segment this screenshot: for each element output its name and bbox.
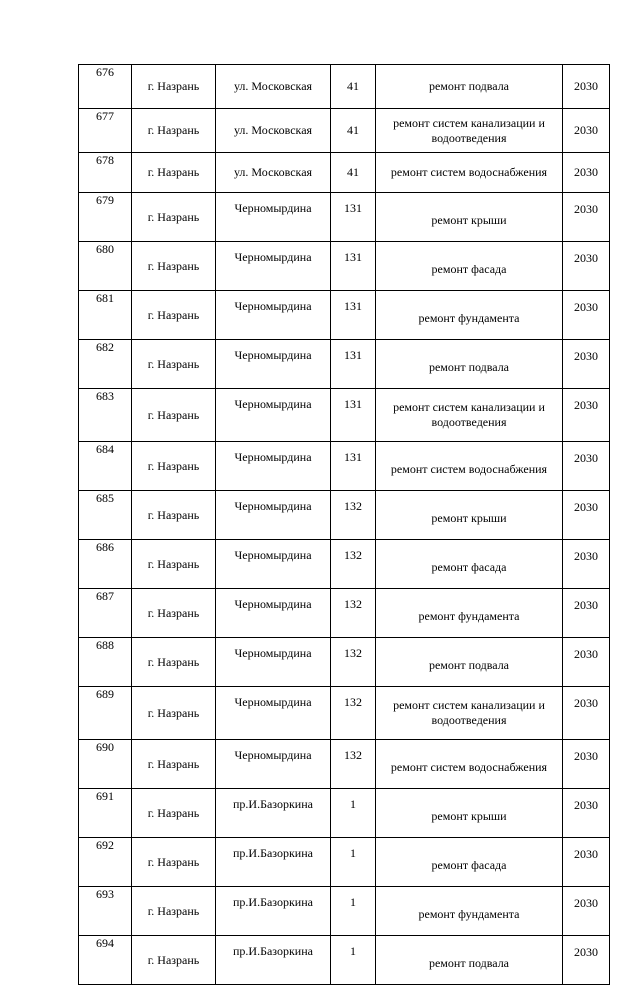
row-number: 681 bbox=[79, 291, 132, 340]
table-row bbox=[79, 838, 610, 887]
year-cell: 2030 bbox=[563, 389, 610, 442]
year-cell: 2030 bbox=[563, 153, 610, 193]
house-number-cell: 132 bbox=[331, 589, 376, 638]
year-cell: 2030 bbox=[563, 442, 610, 491]
city-cell: г. Назрань bbox=[132, 242, 216, 291]
work-type-cell: ремонт систем канализации и водоотведения bbox=[376, 109, 563, 153]
work-type-cell: ремонт подвала bbox=[376, 340, 563, 389]
row-number: 685 bbox=[79, 491, 132, 540]
street-cell: Черномырдина bbox=[216, 340, 331, 389]
table-row bbox=[79, 193, 610, 242]
street-cell: Черномырдина bbox=[216, 242, 331, 291]
work-type-cell: ремонт фасада bbox=[376, 838, 563, 887]
city-cell: г. Назрань bbox=[132, 109, 216, 153]
table-row bbox=[79, 638, 610, 687]
table-row bbox=[79, 340, 610, 389]
city-cell: г. Назрань bbox=[132, 887, 216, 936]
house-number-cell: 41 bbox=[331, 109, 376, 153]
year-cell: 2030 bbox=[563, 109, 610, 153]
house-number-cell: 131 bbox=[331, 242, 376, 291]
city-cell: г. Назрань bbox=[132, 65, 216, 109]
city-cell: г. Назрань bbox=[132, 936, 216, 985]
house-number-cell: 131 bbox=[331, 442, 376, 491]
work-type-cell: ремонт фундамента bbox=[376, 887, 563, 936]
table-row bbox=[79, 789, 610, 838]
city-cell: г. Назрань bbox=[132, 442, 216, 491]
work-type-cell: ремонт крыши bbox=[376, 491, 563, 540]
house-number-cell: 131 bbox=[331, 340, 376, 389]
work-type-cell: ремонт систем водоснабжения bbox=[376, 740, 563, 789]
work-type-cell: ремонт фундамента bbox=[376, 291, 563, 340]
house-number-cell: 41 bbox=[331, 153, 376, 193]
row-number: 683 bbox=[79, 389, 132, 442]
street-cell: пр.И.Базоркина bbox=[216, 936, 331, 985]
year-cell: 2030 bbox=[563, 589, 610, 638]
street-cell: ул. Московская bbox=[216, 109, 331, 153]
row-number: 688 bbox=[79, 638, 132, 687]
city-cell: г. Назрань bbox=[132, 389, 216, 442]
year-cell: 2030 bbox=[563, 340, 610, 389]
city-cell: г. Назрань bbox=[132, 638, 216, 687]
row-number: 682 bbox=[79, 340, 132, 389]
street-cell: Черномырдина bbox=[216, 638, 331, 687]
street-cell: Черномырдина bbox=[216, 687, 331, 740]
year-cell: 2030 bbox=[563, 740, 610, 789]
row-number: 678 bbox=[79, 153, 132, 193]
street-cell: Черномырдина bbox=[216, 491, 331, 540]
year-cell: 2030 bbox=[563, 491, 610, 540]
house-number-cell: 132 bbox=[331, 540, 376, 589]
table-row bbox=[79, 687, 610, 740]
street-cell: пр.И.Базоркина bbox=[216, 789, 331, 838]
table-row bbox=[79, 291, 610, 340]
table-row bbox=[79, 491, 610, 540]
table-row bbox=[79, 153, 610, 193]
street-cell: Черномырдина bbox=[216, 540, 331, 589]
row-number: 690 bbox=[79, 740, 132, 789]
city-cell: г. Назрань bbox=[132, 491, 216, 540]
work-type-cell: ремонт подвала bbox=[376, 65, 563, 109]
house-number-cell: 132 bbox=[331, 491, 376, 540]
repair-schedule-table bbox=[78, 64, 610, 985]
work-type-cell: ремонт подвала bbox=[376, 638, 563, 687]
house-number-cell: 131 bbox=[331, 389, 376, 442]
year-cell: 2030 bbox=[563, 540, 610, 589]
city-cell: г. Назрань bbox=[132, 540, 216, 589]
house-number-cell: 41 bbox=[331, 65, 376, 109]
table-row bbox=[79, 887, 610, 936]
row-number: 687 bbox=[79, 589, 132, 638]
city-cell: г. Назрань bbox=[132, 193, 216, 242]
year-cell: 2030 bbox=[563, 65, 610, 109]
row-number: 693 bbox=[79, 887, 132, 936]
row-number: 692 bbox=[79, 838, 132, 887]
house-number-cell: 1 bbox=[331, 936, 376, 985]
street-cell: пр.И.Базоркина bbox=[216, 838, 331, 887]
house-number-cell: 132 bbox=[331, 638, 376, 687]
row-number: 694 bbox=[79, 936, 132, 985]
table-row bbox=[79, 540, 610, 589]
house-number-cell: 131 bbox=[331, 291, 376, 340]
city-cell: г. Назрань bbox=[132, 740, 216, 789]
street-cell: Черномырдина bbox=[216, 442, 331, 491]
table-row bbox=[79, 109, 610, 153]
work-type-cell: ремонт фасада bbox=[376, 242, 563, 291]
city-cell: г. Назрань bbox=[132, 291, 216, 340]
row-number: 677 bbox=[79, 109, 132, 153]
work-type-cell: ремонт крыши bbox=[376, 789, 563, 838]
city-cell: г. Назрань bbox=[132, 838, 216, 887]
work-type-cell: ремонт систем канализации и водоотведения bbox=[376, 389, 563, 442]
table-row bbox=[79, 442, 610, 491]
street-cell: Черномырдина bbox=[216, 589, 331, 638]
row-number: 684 bbox=[79, 442, 132, 491]
city-cell: г. Назрань bbox=[132, 687, 216, 740]
table-row bbox=[79, 740, 610, 789]
row-number: 679 bbox=[79, 193, 132, 242]
year-cell: 2030 bbox=[563, 789, 610, 838]
year-cell: 2030 bbox=[563, 193, 610, 242]
year-cell: 2030 bbox=[563, 887, 610, 936]
work-type-cell: ремонт крыши bbox=[376, 193, 563, 242]
table-row bbox=[79, 242, 610, 291]
work-type-cell: ремонт систем водоснабжения bbox=[376, 442, 563, 491]
table-row bbox=[79, 936, 610, 985]
house-number-cell: 1 bbox=[331, 887, 376, 936]
year-cell: 2030 bbox=[563, 687, 610, 740]
year-cell: 2030 bbox=[563, 936, 610, 985]
row-number: 686 bbox=[79, 540, 132, 589]
work-type-cell: ремонт систем водоснабжения bbox=[376, 153, 563, 193]
street-cell: ул. Московская bbox=[216, 153, 331, 193]
year-cell: 2030 bbox=[563, 291, 610, 340]
year-cell: 2030 bbox=[563, 638, 610, 687]
work-type-cell: ремонт подвала bbox=[376, 936, 563, 985]
house-number-cell: 131 bbox=[331, 193, 376, 242]
street-cell: Черномырдина bbox=[216, 193, 331, 242]
row-number: 689 bbox=[79, 687, 132, 740]
street-cell: Черномырдина bbox=[216, 389, 331, 442]
city-cell: г. Назрань bbox=[132, 589, 216, 638]
street-cell: Черномырдина bbox=[216, 291, 331, 340]
row-number: 691 bbox=[79, 789, 132, 838]
year-cell: 2030 bbox=[563, 242, 610, 291]
table-row bbox=[79, 389, 610, 442]
work-type-cell: ремонт фасада bbox=[376, 540, 563, 589]
city-cell: г. Назрань bbox=[132, 153, 216, 193]
house-number-cell: 132 bbox=[331, 740, 376, 789]
year-cell: 2030 bbox=[563, 838, 610, 887]
city-cell: г. Назрань bbox=[132, 789, 216, 838]
work-type-cell: ремонт фундамента bbox=[376, 589, 563, 638]
street-cell: ул. Московская bbox=[216, 65, 331, 109]
table-row bbox=[79, 65, 610, 109]
city-cell: г. Назрань bbox=[132, 340, 216, 389]
table-row bbox=[79, 589, 610, 638]
street-cell: пр.И.Базоркина bbox=[216, 887, 331, 936]
house-number-cell: 1 bbox=[331, 838, 376, 887]
house-number-cell: 1 bbox=[331, 789, 376, 838]
house-number-cell: 132 bbox=[331, 687, 376, 740]
row-number: 680 bbox=[79, 242, 132, 291]
work-type-cell: ремонт систем канализации и водоотведения bbox=[376, 687, 563, 740]
row-number: 676 bbox=[79, 65, 132, 109]
street-cell: Черномырдина bbox=[216, 740, 331, 789]
